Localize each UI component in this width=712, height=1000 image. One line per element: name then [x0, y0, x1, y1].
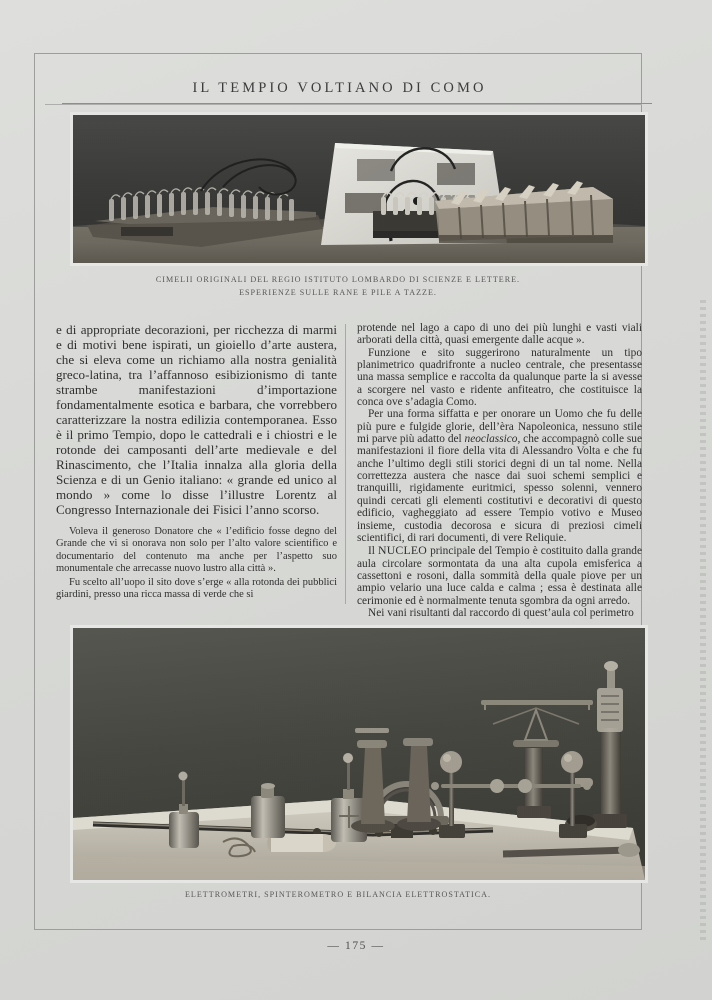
figure-bottom-caption-line1: ELETTROMETRI, SPINTEROMETRO E BILANCIA ELETTROSTATICA. [184, 890, 492, 899]
scan-edge-artifact [700, 300, 706, 940]
figure-top-image [73, 115, 645, 263]
paragraph-left-1: e di appropriate decorazioni, per ricchezza di marmi e di motivi bene ispirati, un gioiello d’arte austera, che si eleva come un richiamo alla nostra genialità greco-latina, tra l’affannoso esibizionismo di tante strambe manifestazioni d’importazione fondamentalmente esotica e barbara, che vorrebbero caratterizzare la nostra edilizia contemporanea. Esso è il primo Tempio, dopo le cattedrali e i chiostri e le rotonde dei camposanti dell’arte medievale e del Rinascimento, che l’Italia innalza alla gloria della Scienza e di un Genio italiano: « grande ed unico al mondo » come lo disse l’illustre Lorentz al Congresso Internazionale dei Fisici l’anno scorso. [56, 322, 337, 517]
header-rule-outer [45, 104, 642, 105]
paragraph-right-4-before: Il [368, 545, 378, 558]
figure-top-illustration [73, 115, 645, 263]
text-column-right [357, 322, 642, 619]
header-rule [62, 103, 652, 104]
text-column-left [56, 322, 337, 604]
figure-bottom-photograph [70, 625, 648, 883]
paragraph-left-3: Fu scelto all’uopo il sito dove s’erge « alla rotonda dei pubblici giardini, presso una ricca massa di verde che si [56, 577, 337, 601]
figure-top-caption-line1: CIMELII ORIGINALI DEL REGIO ISTITUTO LOMBARDO DI SCIENZE E LETTERE. [155, 275, 521, 284]
paragraph-right-3-before: Per una forma siffatta e per onorare un Uomo che fu delle più pure e fulgide glorie, dell’èra Napoleonica, nessuno stile mi parve più adatto del [357, 408, 642, 446]
figure-bottom-caption [34, 888, 642, 901]
paragraph-right-4-after: principale del Tempio è costituito dalla grande aula circolare sormontata da una alta cupola emisferica a cassettoni e rosoni, dalla sommità della quale piove per un ampio velario una luce calda e calma ; essa è destinata alle cerimonie ed è normalmente tenuta sgombra da ogni arredo. [357, 545, 643, 607]
paragraph-right-3-after: , che accompagnò colle sue manifestazioni il fiore della vita di Alessandro Volta e che fu anche l’ultimo degli stili storici degni di un tal nome. Nella correttezza austera che nasce dai suoi schemi semplici e tranquilli, rigidamente euritmici, spesso solenni, vennero quindi cercati gli elementi costitutivi e decorativi di questo edificio, vagheggiato ad essere Tempio votivo e Museo insieme, custodia decorosa e sicura di preziosi cimeli scientifici, di rari documenti, di vere Reliquie. [357, 433, 642, 544]
running-head: IL TEMPIO VOLTIANO DI COMO [192, 80, 487, 96]
figure-top-caption-line2: ESPERIENZE SULLE RANE E PILE A TAZZE. [239, 288, 437, 297]
paragraph-right-1: protende nel lago a capo di uno dei più lunghi e vasti viali arborati della città, quasi emergente dalle acque ». [357, 322, 642, 347]
page-number: — 175 — [327, 940, 385, 952]
paragraph-right-4 [357, 544, 642, 607]
paragraph-left-2: Voleva il generoso Donatore che « l’edificio fosse degno del Grande che vi si onorava non solo per l’alto valore scientifico e documentario del contenuto ma anche per l’aspetto suo monumentale che arrecasse nuovo lustro alla città ». [56, 526, 337, 574]
figure-top-photograph [70, 112, 648, 266]
column-divider-rule [345, 324, 346, 604]
figure-top-caption [34, 273, 642, 299]
paragraph-right-3 [357, 408, 642, 544]
figure-bottom-illustration [73, 628, 645, 880]
paragraph-right-5: Nei vani risultanti dal raccordo di quest’aula col perimetro [368, 606, 634, 619]
term-neoclassico: neoclassico [464, 433, 518, 446]
paragraph-right-2: Funzione e sito suggerirono naturalmente un tipo planimetrico quadrifronte a nucleo centrale, che presentasse una massa semplice e raccolta da qualunque parte la si avesse a scorgere nel vasto e ridente anfiteatro, che costituisce la conca ove s’adagia Como. [357, 346, 642, 409]
long-bar [503, 850, 629, 854]
figure-bottom-image [73, 628, 645, 880]
term-nucleo: NUCLEO [377, 543, 428, 558]
